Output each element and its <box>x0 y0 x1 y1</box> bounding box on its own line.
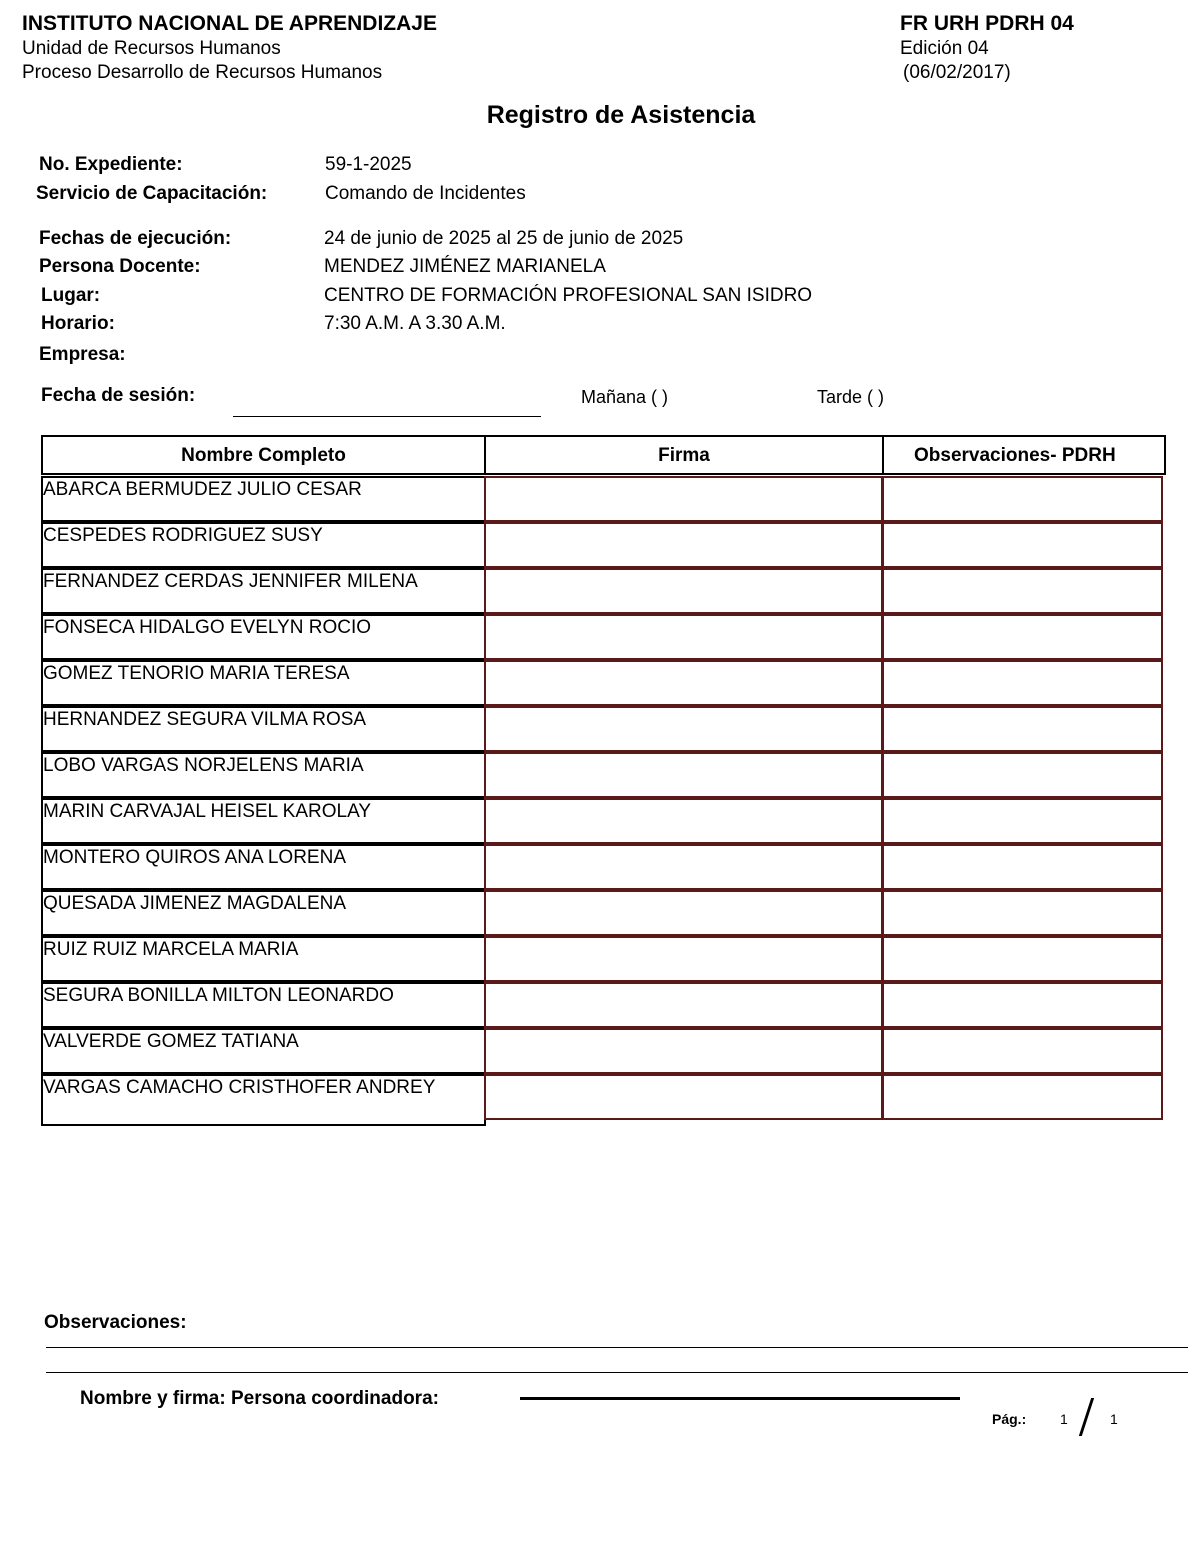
manana-checkbox: Mañana ( ) <box>581 387 669 407</box>
lugar-label: Lugar: <box>41 285 101 306</box>
name-cell: LOBO VARGAS NORJELENS MARIA <box>41 752 486 798</box>
observation-cell[interactable] <box>881 798 1163 844</box>
table-row <box>41 568 1166 614</box>
signature-line <box>520 1397 960 1400</box>
signature-cell[interactable] <box>484 1028 884 1074</box>
name-cell: GOMEZ TENORIO MARIA TERESA <box>41 660 486 706</box>
process-name: Proceso Desarrollo de Recursos Humanos <box>22 62 383 83</box>
name-cell: FERNANDEZ CERDAS JENNIFER MILENA <box>41 568 486 614</box>
table-row <box>41 936 1166 982</box>
observation-cell[interactable] <box>881 982 1163 1028</box>
table-row <box>41 1028 1166 1074</box>
signature-cell[interactable] <box>484 936 884 982</box>
observation-cell[interactable] <box>881 568 1163 614</box>
fechas-value: 24 de junio de 2025 al 25 de junio de 2025 <box>324 228 684 249</box>
page-label: Pág.: <box>992 1411 1027 1427</box>
name-cell: QUESADA JIMENEZ MAGDALENA <box>41 890 486 936</box>
name-cell: MARIN CARVAJAL HEISEL KAROLAY <box>41 798 486 844</box>
table-row <box>41 844 1166 890</box>
observation-cell[interactable] <box>881 752 1163 798</box>
page-title: Registro de Asistencia <box>486 101 756 129</box>
organization-name: INSTITUTO NACIONAL DE APRENDIZAJE <box>22 12 437 35</box>
observation-cell[interactable] <box>881 706 1163 752</box>
signature-cell[interactable] <box>484 752 884 798</box>
coordinadora-label: Nombre y firma: Persona coordinadora: <box>80 1388 439 1409</box>
observation-cell[interactable] <box>881 936 1163 982</box>
name-cell: RUIZ RUIZ MARCELA MARIA <box>41 936 486 982</box>
observation-cell[interactable] <box>881 890 1163 936</box>
expediente-label: No. Expediente: <box>39 154 183 175</box>
name-cell: ABARCA BERMUDEZ JULIO CESAR <box>41 476 486 522</box>
form-code: FR URH PDRH 04 <box>900 12 1074 35</box>
name-cell: VALVERDE GOMEZ TATIANA <box>41 1028 486 1074</box>
header-observaciones: Observaciones- PDRH <box>882 435 1166 475</box>
name-cell: CESPEDES RODRIGUEZ SUSY <box>41 522 486 568</box>
signature-cell[interactable] <box>484 614 884 660</box>
signature-cell[interactable] <box>484 568 884 614</box>
page-slash <box>1079 1398 1094 1436</box>
observation-cell[interactable] <box>881 1074 1163 1120</box>
expediente-value: 59-1-2025 <box>325 154 412 175</box>
table-row <box>41 1074 1166 1120</box>
table-header-row <box>41 435 1166 475</box>
edition-date: (06/02/2017) <box>903 62 1011 83</box>
observation-cell[interactable] <box>881 844 1163 890</box>
table-row <box>41 982 1166 1028</box>
signature-cell[interactable] <box>484 844 884 890</box>
name-cell: HERNANDEZ SEGURA VILMA ROSA <box>41 706 486 752</box>
name-cell: VARGAS CAMACHO CRISTHOFER ANDREY <box>41 1074 486 1126</box>
observation-cell[interactable] <box>881 522 1163 568</box>
table-row <box>41 798 1166 844</box>
tarde-checkbox: Tarde ( ) <box>817 387 885 407</box>
signature-cell[interactable] <box>484 660 884 706</box>
edition: Edición 04 <box>900 38 989 59</box>
horario-value: 7:30 A.M. A 3.30 A.M. <box>324 313 506 334</box>
observation-cell[interactable] <box>881 476 1163 522</box>
page-total: 1 <box>1110 1411 1118 1427</box>
table-row <box>41 522 1166 568</box>
header-firma: Firma <box>484 435 884 475</box>
signature-cell[interactable] <box>484 890 884 936</box>
observaciones-line <box>46 1347 1188 1348</box>
servicio-value: Comando de Incidentes <box>325 183 526 204</box>
page-current: 1 <box>1060 1411 1068 1427</box>
name-cell: SEGURA BONILLA MILTON LEONARDO <box>41 982 486 1028</box>
observation-cell[interactable] <box>881 1028 1163 1074</box>
name-cell: MONTERO QUIROS ANA LORENA <box>41 844 486 890</box>
observaciones-label: Observaciones: <box>44 1312 187 1333</box>
observation-cell[interactable] <box>881 614 1163 660</box>
observaciones-line <box>46 1372 1188 1373</box>
signature-cell[interactable] <box>484 706 884 752</box>
docente-value: MENDEZ JIMÉNEZ MARIANELA <box>324 256 606 277</box>
signature-cell[interactable] <box>484 522 884 568</box>
name-cell: FONSECA HIDALGO EVELYN ROCIO <box>41 614 486 660</box>
table-row <box>41 752 1166 798</box>
sesion-label: Fecha de sesión: <box>41 385 196 406</box>
observation-cell[interactable] <box>881 660 1163 706</box>
horario-label: Horario: <box>41 313 115 334</box>
table-row <box>41 890 1166 936</box>
table-row <box>41 476 1166 522</box>
servicio-label: Servicio de Capacitación: <box>36 183 268 204</box>
fechas-label: Fechas de ejecución: <box>39 228 232 249</box>
signature-cell[interactable] <box>484 798 884 844</box>
signature-cell[interactable] <box>484 1074 884 1120</box>
signature-cell[interactable] <box>484 982 884 1028</box>
table-row <box>41 706 1166 752</box>
table-row <box>41 660 1166 706</box>
table-row <box>41 614 1166 660</box>
signature-cell[interactable] <box>484 476 884 522</box>
unit-name: Unidad de Recursos Humanos <box>22 38 281 59</box>
docente-label: Persona Docente: <box>39 256 201 277</box>
lugar-value: CENTRO DE FORMACIÓN PROFESIONAL SAN ISIDRO <box>324 285 813 306</box>
header-nombre: Nombre Completo <box>41 435 486 475</box>
empresa-label: Empresa: <box>39 344 126 365</box>
sesion-date-line <box>233 416 541 417</box>
